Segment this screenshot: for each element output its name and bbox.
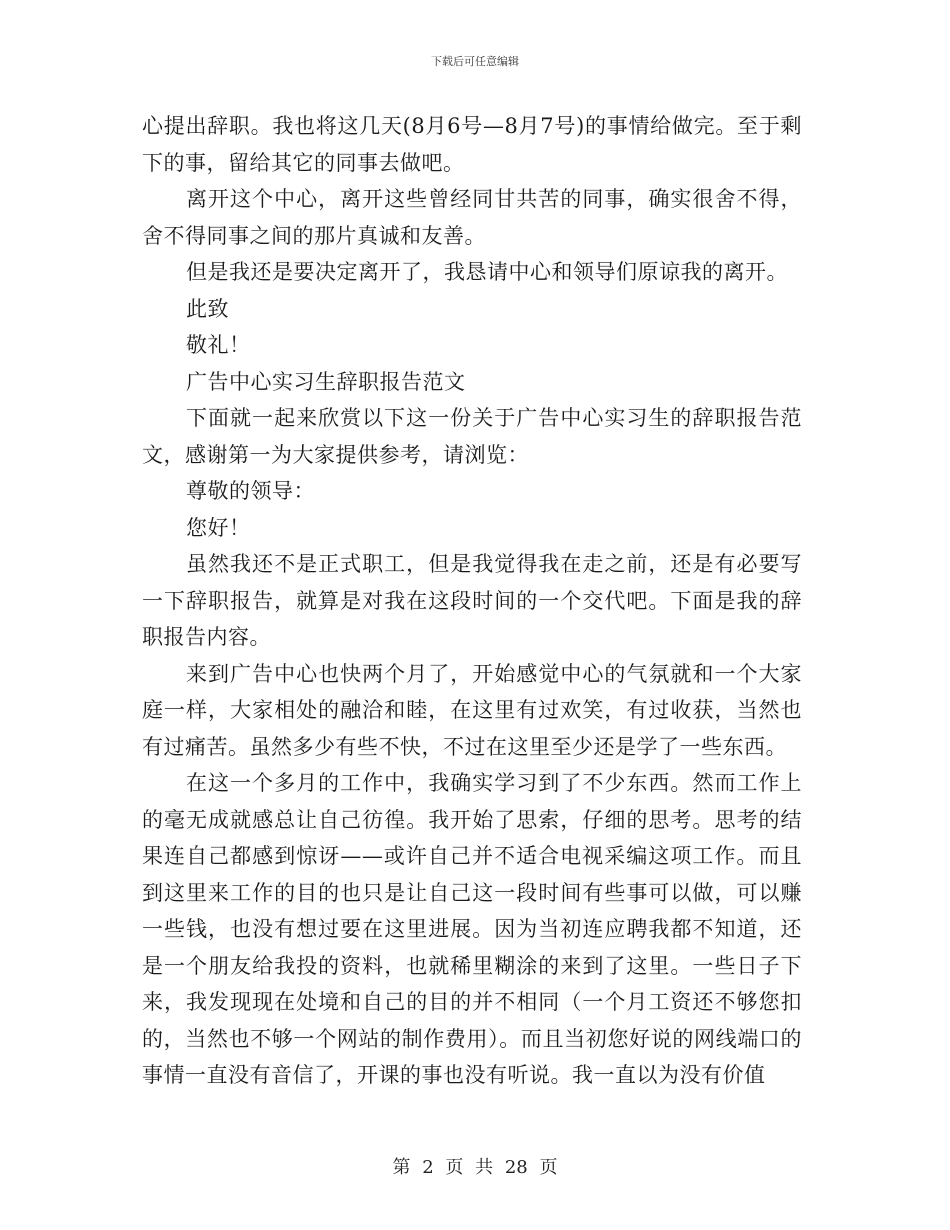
page-footer: 第 2 页 共 28 页 [392, 1157, 558, 1178]
paragraph: 下面就一起来欣赏以下这一份关于广告中心实习生的辞职报告范文，感谢第一为大家提供参考，请浏览： [142, 406, 802, 467]
paragraph: 离开这个中心，离开这些曾经同甘共苦的同事，确实很舍不得，舍不得同事之间的那片真诚和友善。 [142, 187, 802, 248]
document-body [142, 108, 802, 1094]
greeting: 您好！ [186, 515, 251, 540]
paragraph: 虽然我还不是正式职工，但是我觉得我在走之前，还是有必要写一下辞职报告，就算是对我在这段时间的一个交代吧。下面是我的辞职报告内容。 [142, 552, 802, 649]
paragraph: 来到广告中心也快两个月了，开始感觉中心的气氛就和一个大家庭一样，大家相处的融洽和睦，在这里有过欢笑，有过收获，当然也有过痛苦。虽然多少有些不快，不过在这里至少还是学了一些东西。 [142, 661, 802, 759]
paragraph: 心提出辞职。我也将这几天(8月6号—8月7号)的事情给做完。至于剩下的事，留给其它的同事去做吧。 [142, 114, 802, 175]
closing-salute: 敬礼！ [186, 333, 251, 357]
paragraph: 在这一个多月的工作中，我确实学习到了不少东西。然而工作上的毫无成就感总让自己彷徨。我开始了思索，仔细的思考。思考的结果连自己都感到惊讶——或许自己并不适合电视采编这项工作。而且到这里来工作的目的也只是让自己这一段时间有些事可以做，可以赚一些钱，也没有想过要在这里进展。因为当初连应聘我都不知道，还是一个朋友给我投的资料，也就稀里糊涂的来到了这里。一些日子下来，我发现现在处境和自己的目的并不相同（一个月工资还不够您扣的，当然也不够一个网站的制作费用）。而且当初您好说的网线端口的事情一直没有音信了，开课的事也没有听说。我一直以为没有价值 [142, 771, 802, 1087]
section-title: 广告中心实习生辞职报告范文 [186, 369, 466, 394]
page-header: 下载后可任意编辑 [431, 55, 519, 68]
closing-line: 此致 [186, 296, 229, 321]
paragraph: 但是我还是要决定离开了，我恳请中心和领导们原谅我的离开。 [186, 260, 788, 284]
salutation: 尊敬的领导： [186, 479, 315, 503]
